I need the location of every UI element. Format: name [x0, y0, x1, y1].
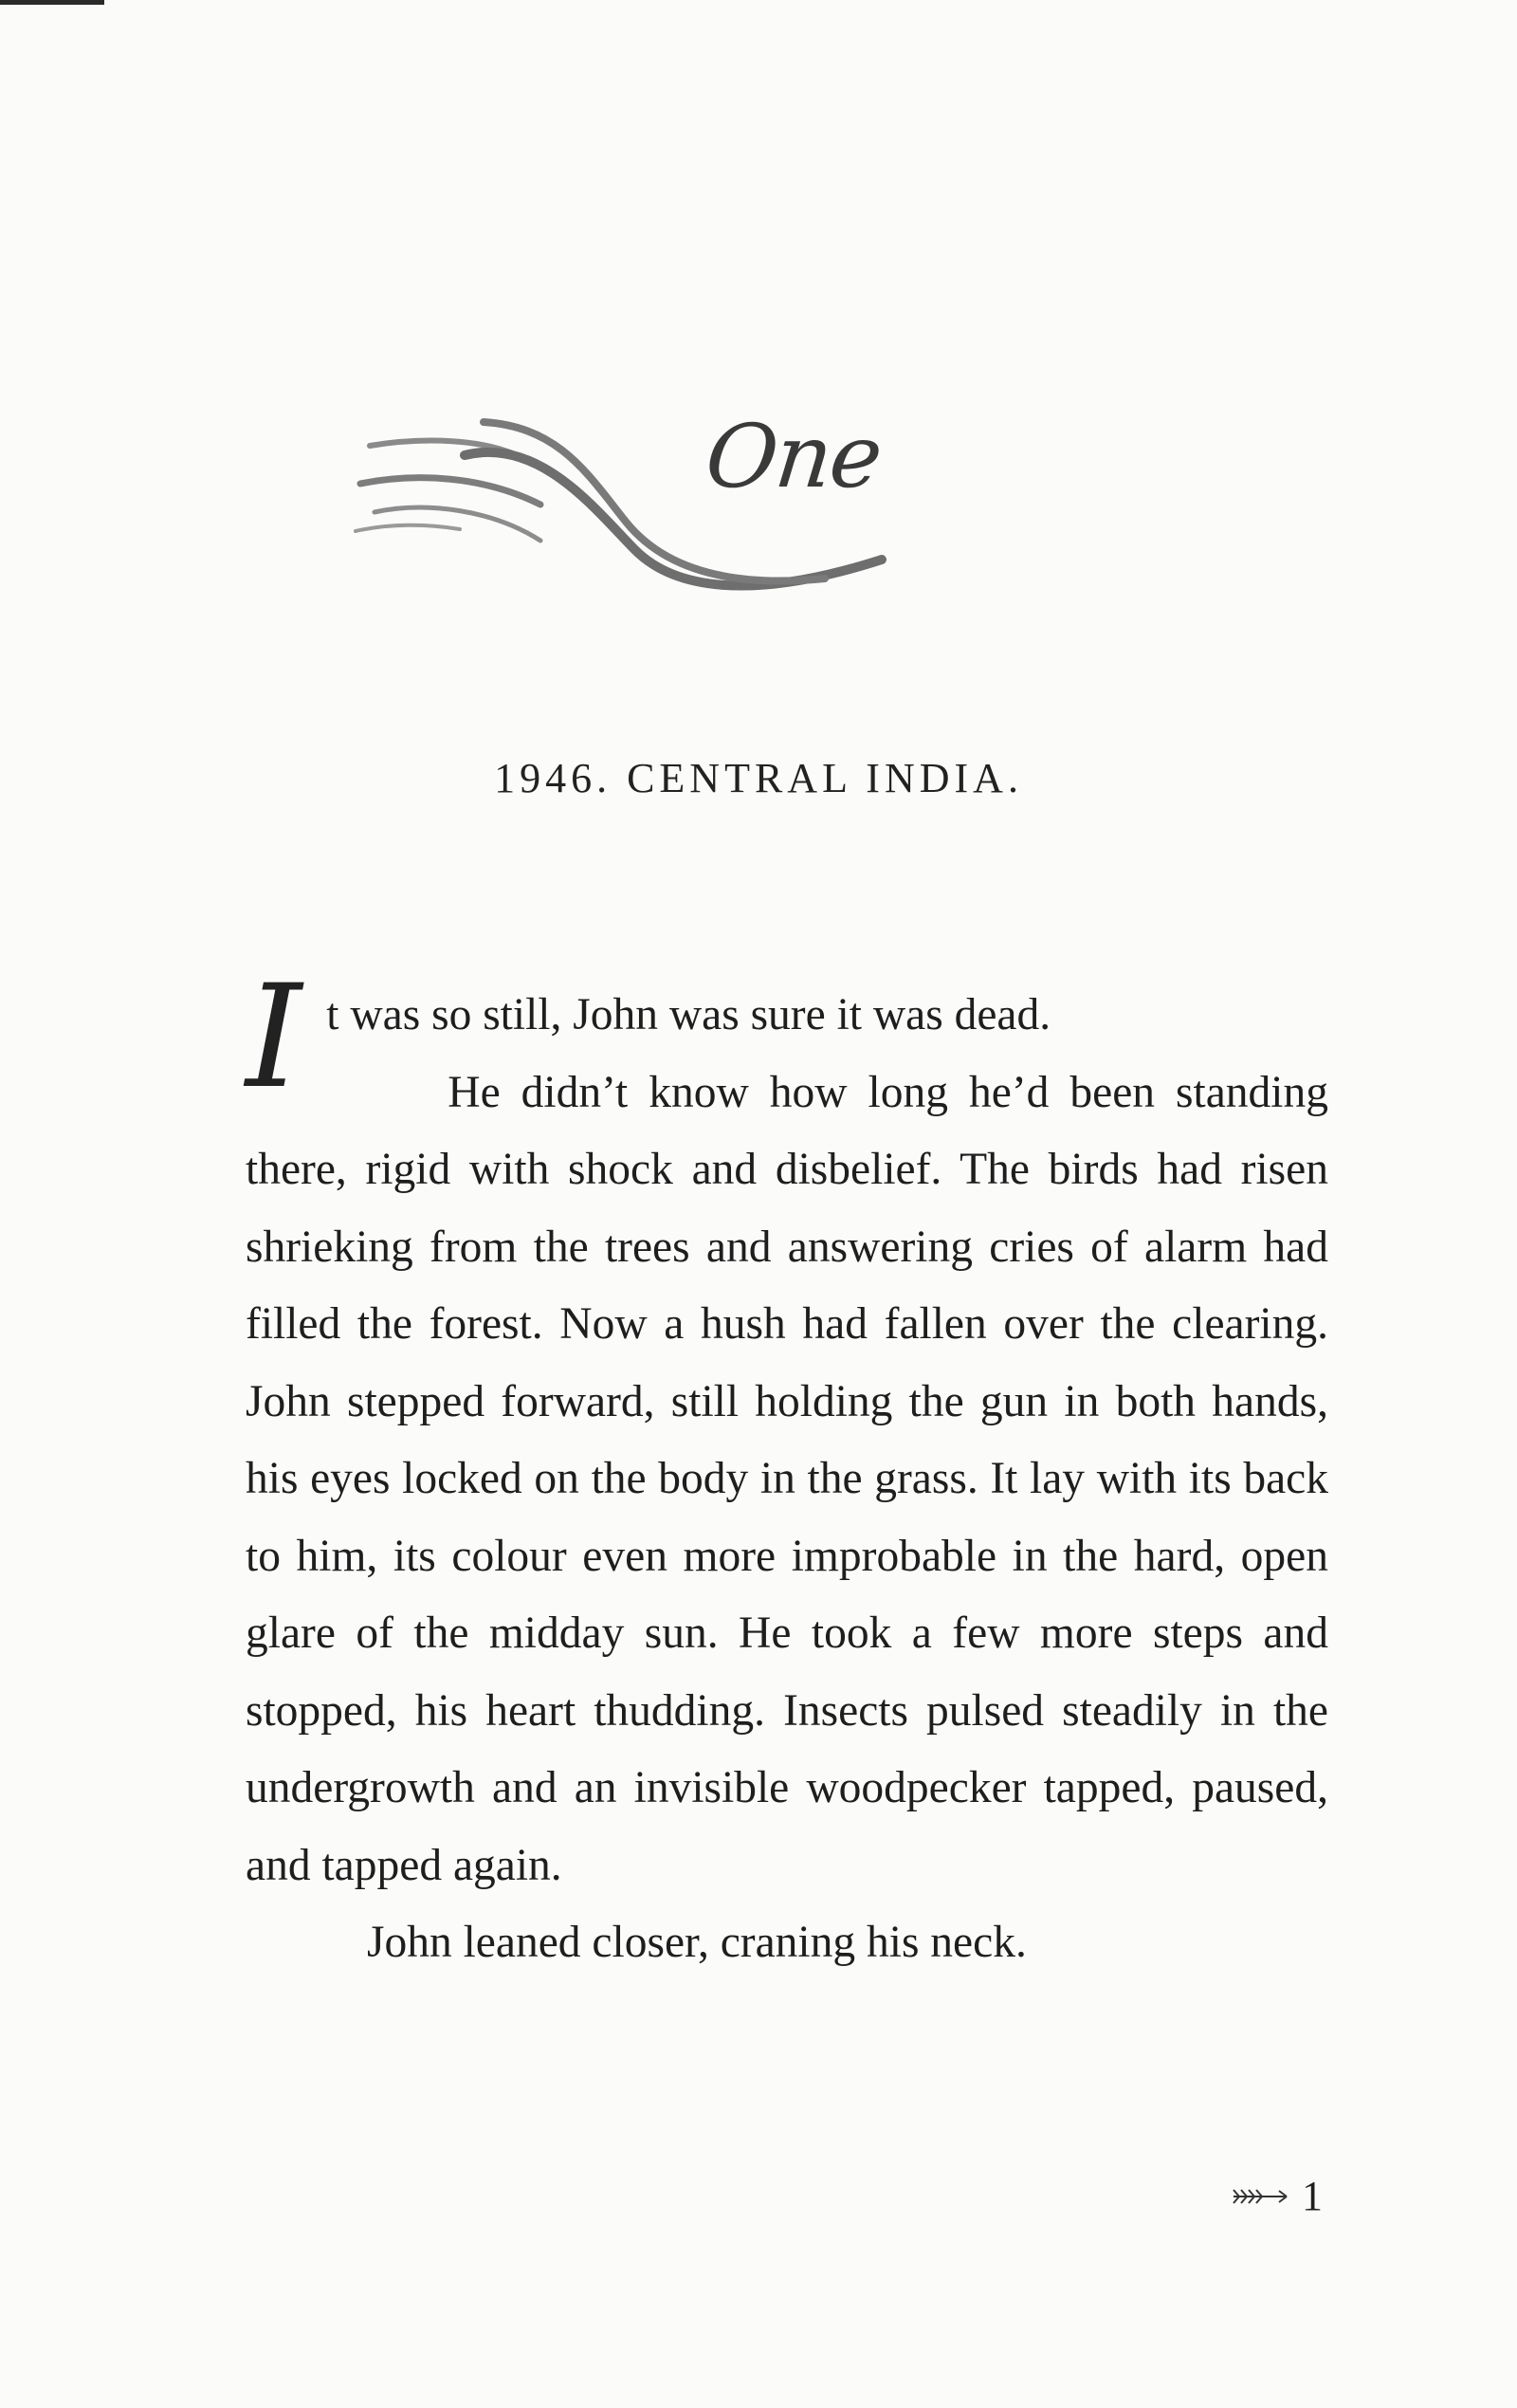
chapter-heading	[351, 398, 920, 626]
paragraph-3: John leaned closer, craning his neck.	[367, 1918, 1027, 1967]
chapter-title: One	[701, 406, 886, 507]
paragraph-1-text: t was so still, John was sure it was dead.	[326, 990, 1051, 1039]
drop-cap: I	[246, 955, 302, 1120]
arrow-fletching-icon	[1230, 2185, 1290, 2208]
page-footer	[1230, 2172, 1323, 2220]
chapter-body	[246, 955, 1328, 1982]
paragraph-1	[246, 955, 1328, 1120]
paragraph-2: He didn’t know how long he’d been standing there, rigid with shock and disbelief. The birds had risen shrieking from the trees and answering cries of alarm had filled the forest. Now a hush had fallen over the clearing. John stepped forward, still holding the gun in both hands, his eyes locked on the body in the grass. It lay with its back to him, its colour even more improbable in the hard, open glare of the midday sun. He took a few more steps and stopped, his heart thudding. Insects pulsed steadily in the undergrowth and an invisible woodpecker tapped, paused, and tapped again.	[246, 1067, 1328, 1890]
page-number: 1	[1302, 2173, 1323, 2219]
top-edge-mark	[0, 0, 104, 5]
place-date-heading: 1946. CENTRAL INDIA.	[494, 755, 1023, 801]
